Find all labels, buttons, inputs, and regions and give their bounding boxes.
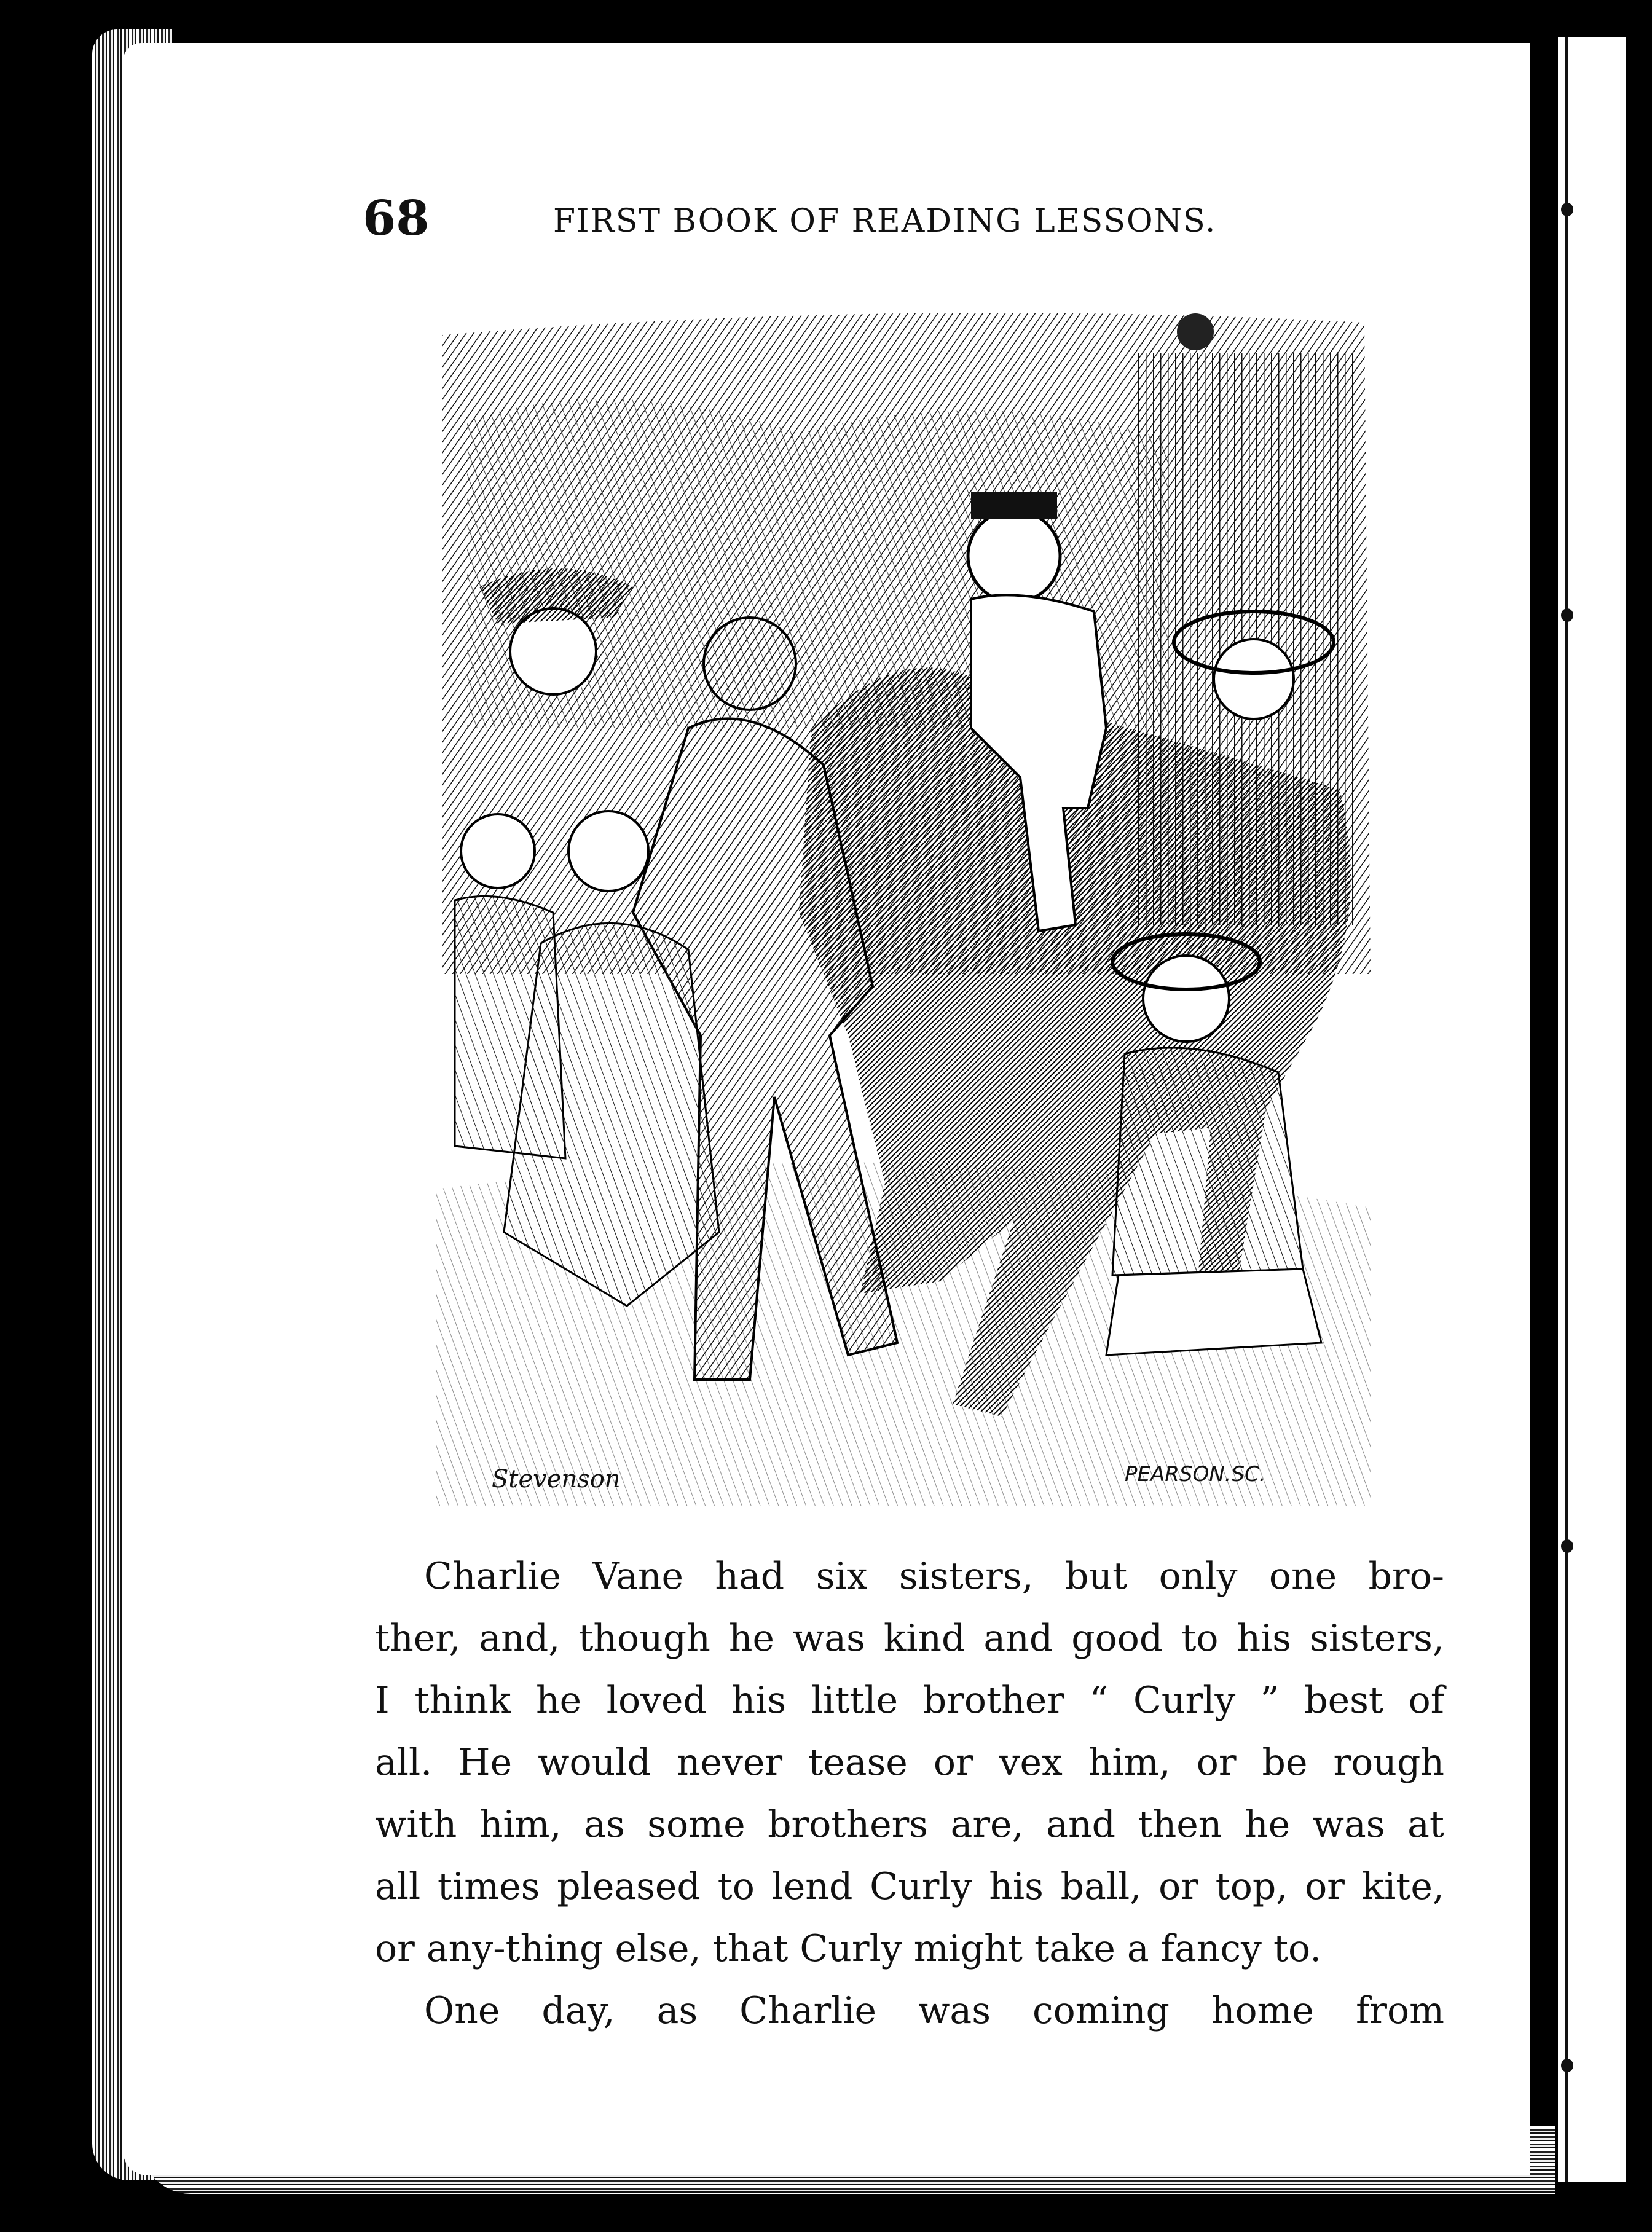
young-man-head bbox=[704, 618, 796, 710]
curly-head bbox=[968, 510, 1060, 602]
artist-signature: Stevenson bbox=[492, 1465, 621, 1493]
boy-cap bbox=[971, 492, 1057, 519]
binding-mark bbox=[1561, 203, 1573, 216]
little-girl-dress bbox=[1112, 1048, 1303, 1275]
text-line: ther, and, though he was kind and good to his sisters, bbox=[375, 1617, 1444, 1660]
engraver-signature: PEARSON.SC. bbox=[1125, 1462, 1266, 1487]
text-line: or any-thing else, that Curly might take a fancy to. bbox=[375, 1927, 1322, 1970]
running-title: FIRST BOOK OF READING LESSONS. bbox=[553, 203, 1217, 240]
binding-mark bbox=[1561, 608, 1573, 622]
text-line: all times pleased to lend Curly his ball, or top, or kite, bbox=[375, 1865, 1444, 1908]
page-number: 68 bbox=[363, 191, 430, 246]
girl-head bbox=[568, 811, 648, 891]
engraved-illustration bbox=[430, 298, 1377, 1506]
gutter-line bbox=[1565, 37, 1568, 2182]
paragraph bbox=[375, 1980, 1444, 2042]
text-line: all. He would never tease or vex him, or be rough bbox=[375, 1741, 1444, 1784]
text-line: One day, as Charlie was coming home from bbox=[424, 1989, 1444, 2032]
binding-mark bbox=[1561, 1539, 1573, 1553]
girl-dress bbox=[455, 896, 565, 1158]
girl-head bbox=[461, 814, 535, 888]
text-line: with him, as some brothers are, and then he was at bbox=[375, 1803, 1444, 1846]
paragraph bbox=[375, 1546, 1444, 1980]
page-header bbox=[363, 184, 1254, 258]
fence-post-knob bbox=[1177, 313, 1214, 350]
girl-head bbox=[1214, 639, 1294, 719]
story-text bbox=[375, 1546, 1444, 2042]
little-girl-head bbox=[1143, 956, 1229, 1042]
text-line: I think he loved his little brother “ Curly ” best of bbox=[375, 1679, 1444, 1722]
binding-mark bbox=[1561, 2059, 1573, 2072]
text-line: Charlie Vane had six sisters, but only one bro- bbox=[424, 1555, 1444, 1598]
